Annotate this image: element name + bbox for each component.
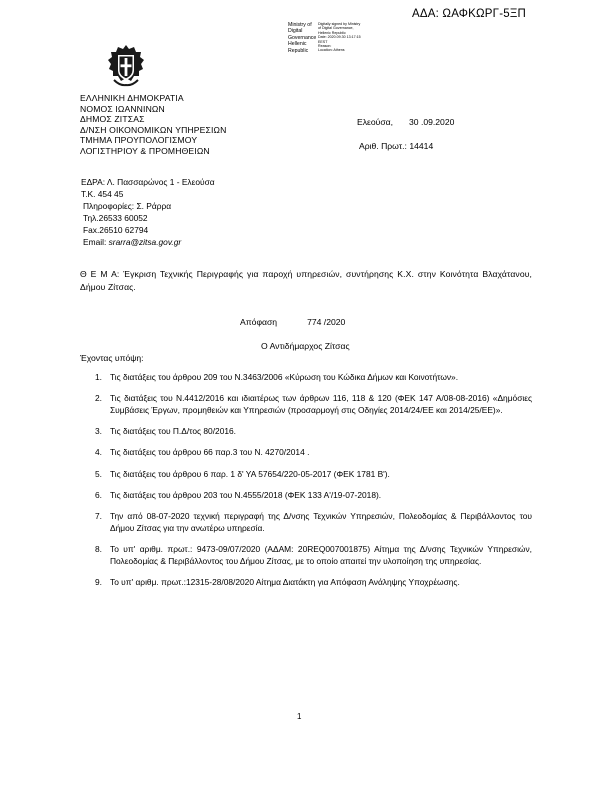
- considerations-list: [95, 372, 532, 598]
- considering-heading: Έχοντας υπόψη:: [80, 353, 144, 363]
- issuer-line: ΕΛΛΗΝΙΚΗ ΔΗΜΟΚΡΑΤΙΑ: [80, 93, 184, 103]
- subject-text: Έγκριση Τεχνικής Περιγραφής για παροχή υπηρεσιών, συντήρησης Κ.Χ. στην Κοινότητα Βλαχάτανου, Δήμου Ζίτσας.: [80, 269, 532, 293]
- seat-address: ΕΔΡΑ: Λ. Πασσαρώνος 1 - Ελεούσα: [81, 177, 215, 187]
- list-item: [95, 426, 532, 438]
- subject: [80, 268, 532, 294]
- list-item: [95, 469, 532, 481]
- signature-detail: Date: 2020.09.30 13:17:15: [318, 35, 361, 40]
- signature-detail: Reason:: [318, 44, 332, 49]
- list-item: [95, 393, 532, 417]
- postcode: Τ.Κ. 454 45: [81, 189, 124, 199]
- signature-detail: Hellenic Republic: [318, 30, 346, 35]
- contact-details: [81, 176, 215, 248]
- issuer-line: ΝΟΜΟΣ ΙΩΑΝΝΙΝΩΝ: [80, 103, 165, 114]
- issuer-line: Δ/ΝΣΗ ΟΙΚΟΝΟΜΙΚΩΝ ΥΠΗΡΕΣΙΩΝ: [80, 124, 227, 135]
- list-item: [95, 511, 532, 535]
- item-text: Τις διατάξεις του άρθρου 203 του Ν.4555/2018 (ΦΕΚ 133 Α'/19-07-2018).: [110, 489, 382, 500]
- decision-number: 774 /2020: [307, 317, 346, 327]
- email-line: [81, 236, 215, 248]
- issuing-authority: [80, 93, 226, 157]
- signature-detail: of Digital Governance,: [318, 26, 354, 31]
- item-number: 7.: [95, 510, 102, 521]
- email-link[interactable]: srarra@zitsa.gov.gr: [108, 237, 182, 247]
- item-number: 4.: [95, 447, 102, 458]
- item-text: Την από 08-07-2020 τεχνική περιγραφή της Δ/νσης Τεχνικών Υπηρεσιών, Πολεοδομίας & Περιβάλλοντος του Δήμου Ζίτσας για την ανωτέρω υπηρεσία.: [110, 510, 532, 533]
- item-number: 6.: [95, 489, 102, 500]
- phone: Τηλ.26533 60052: [83, 213, 148, 223]
- signature-detail: Location: Athens: [318, 48, 345, 53]
- item-text: Τις διατάξεις του Π.Δ/τος 80/2016.: [110, 426, 236, 437]
- signature-line: Ministry of Digital: [288, 22, 312, 35]
- info-contact: Πληροφορίες: Σ. Ράρρα: [83, 201, 172, 211]
- ada-code: ΑΔΑ: ΩΑΦΚΩΡΓ-5ΞΠ: [412, 8, 526, 20]
- list-item: [95, 577, 532, 589]
- decision-label: Απόφαση: [240, 317, 278, 327]
- item-number: 1.: [95, 372, 102, 382]
- item-text: Το υπ' αριθμ. πρωτ.:12315-28/08/2020 Αίτημα Διατάκτη για Απόφαση Ανάληψης Υποχρέωσης.: [110, 576, 460, 587]
- item-number: 2.: [95, 393, 102, 404]
- item-text: Τις διατάξεις του Ν.4412/2016 και ιδιαιτέρως των άρθρων 116, 118 & 120 (ΦΕΚ 147 Α/08-08-2016) «Δημόσιες Συμβάσεις Έργων, προμηθειών και Υπηρεσιών (προσαρμογή στις Οδηγίες 2014/24/ΕΕ και 2014/25/ΕΕ)».: [110, 393, 532, 415]
- item-number: 8.: [95, 543, 102, 554]
- issuer-line: ΤΜΗΜΑ ΠΡΟΥΠΟΛΟΓΙΣΜΟΥ: [80, 135, 198, 146]
- signature-detail: Digitally signed by Ministry: [318, 22, 361, 26]
- item-text: Το υπ' αριθμ. πρωτ.: 9473-09/07/2020 (ΑΔΑΜ: 20REQ007001875) Αίτημα της Δ/νσης Τεχνικών Υπηρεσιών, Πολεοδομίας & Περιβάλλοντος του Δήμου Ζίτσας, με το οποίο απαιτεί την υλοποίηση της υπηρεσίας.: [110, 543, 532, 566]
- protocol-number: Αριθ. Πρωτ.: 14414: [359, 141, 434, 151]
- item-text: Τις διατάξεις του άρθρου 209 του Ν.3463/2006 «Κύρωση του Κώδικα Δήμων και Κοινοτήτων».: [110, 372, 459, 382]
- issuer-line: ΛΟΓΙΣΤΗΡΙΟΥ & ΠΡΟΜΗΘΕΙΩΝ: [80, 145, 210, 156]
- item-number: 3.: [95, 426, 102, 437]
- item-number: 5.: [95, 468, 102, 479]
- list-item: [95, 490, 532, 502]
- page-number: 1: [297, 712, 302, 721]
- signature-detail: EEST: [318, 39, 328, 44]
- signature-line: Hellenic Republic: [288, 41, 309, 54]
- list-item: [95, 447, 532, 459]
- list-item: [95, 372, 532, 384]
- subject-label: Θ Ε Μ Α:: [80, 269, 120, 279]
- item-text: Τις διατάξεις του άρθρου 66 παρ.3 του Ν. 4270/2014 .: [110, 447, 310, 458]
- greek-emblem-icon: [106, 44, 146, 88]
- place: Ελεούσα,: [357, 117, 393, 127]
- signature-line: Governance: [288, 34, 317, 41]
- list-item: [95, 544, 532, 568]
- email-label: Email:: [83, 237, 107, 247]
- place-date: [357, 117, 454, 127]
- decision-heading: [240, 317, 345, 327]
- issuer-line: ΔΗΜΟΣ ΖΙΤΣΑΣ: [80, 114, 145, 125]
- item-number: 9.: [95, 576, 102, 587]
- item-text: Τις διατάξεις του άρθρου 6 παρ. 1 δ' ΥΑ 57654/220-05-2017 (ΦΕΚ 1781 Β').: [110, 468, 390, 479]
- fax: Fax.26510 62794: [83, 225, 149, 235]
- signer-title: Ο Αντιδήμαρχος Ζίτσας: [261, 341, 350, 351]
- document-date: 30 .09.2020: [409, 117, 455, 127]
